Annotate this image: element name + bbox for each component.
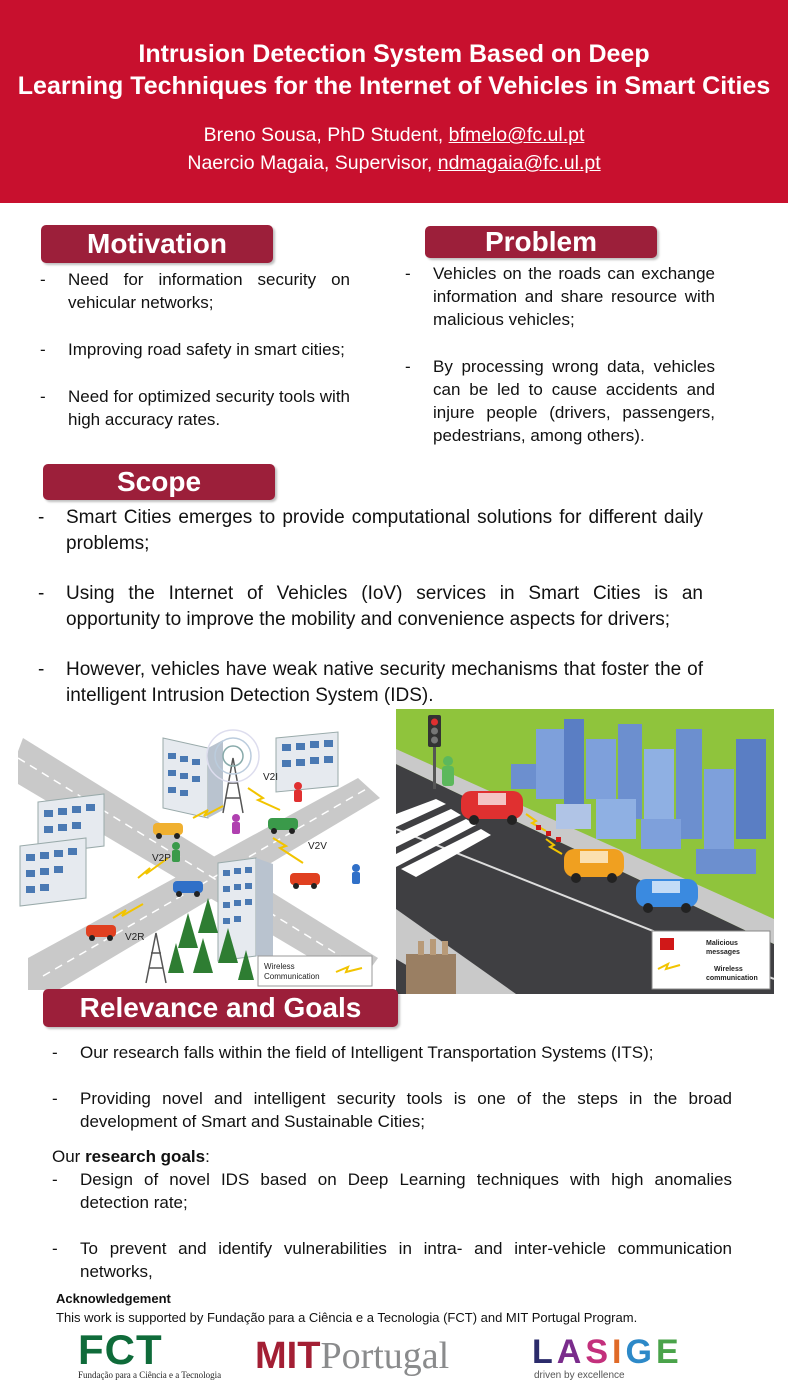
- motivation-list: [40, 268, 350, 455]
- list-item: - Improving road safety in smart cities;: [40, 340, 345, 359]
- list-item: - Need for optimized security tools with high accuracy rates.: [40, 387, 350, 429]
- legend-label-line1: Wireless: [264, 962, 295, 971]
- list-item: - Need for information security on vehicular networks;: [40, 270, 350, 312]
- scope-list: [38, 505, 703, 733]
- legend-malicious-line2: messages: [706, 949, 740, 956]
- malicious-swatch: [660, 938, 674, 950]
- figure-legend: [652, 931, 770, 989]
- fct-logo: FCT Fundação para a Ciência e a Tecnologia: [78, 1326, 222, 1380]
- list-item: - Our research falls within the field of Intelligent Transportation Systems (ITS);: [52, 1043, 654, 1062]
- scope-heading: Scope: [43, 464, 275, 500]
- author-2-email-link[interactable]: ndmagaia@fc.ul.pt: [437, 152, 601, 174]
- list-item: - By processing wrong data, vehicles can be led to cause accidents and injure people (drivers, passengers, pedestrians, among others).: [405, 357, 715, 445]
- author-1: [0, 121, 788, 149]
- pedestrian-icon: [232, 814, 240, 834]
- research-goals-label: Our research goals:: [52, 1147, 210, 1166]
- v2p-label: V2P: [152, 853, 171, 864]
- research-goals-list: [52, 1168, 732, 1306]
- legend-malicious-line1: Malicious: [706, 940, 738, 947]
- author-2-name: Naercio Magaia, Supervisor,: [187, 152, 438, 174]
- author-1-email-link[interactable]: bfmelo@fc.ul.pt: [448, 124, 585, 146]
- figure-legend: [258, 956, 372, 986]
- v2x-city-illustration: [18, 718, 390, 990]
- title-line-1: Intrusion Detection System Based on Deep: [138, 40, 650, 68]
- list-item: - To prevent and identify vulnerabilities in intra- and inter-vehicle communication networks,: [52, 1239, 732, 1281]
- poster-header: [0, 0, 788, 203]
- pedestrian-icon: [172, 842, 180, 862]
- list-item: - Vehicles on the roads can exchange information and share resource with malicious vehicles;: [405, 264, 715, 329]
- legend-wireless-line1: Wireless: [714, 966, 743, 973]
- v2v-label: V2V: [308, 841, 327, 852]
- problem-heading: Problem: [425, 226, 657, 258]
- v2r-label: V2R: [125, 932, 145, 943]
- author-1-name: Breno Sousa, PhD Student,: [203, 124, 449, 146]
- list-item: - However, vehicles have weak native security mechanisms that foster the of intelligent Intrusion Detection System (IDS).: [38, 659, 703, 706]
- pedestrian-icon: [294, 782, 302, 802]
- motivation-heading: Motivation: [41, 225, 273, 263]
- list-item: - Smart Cities emerges to provide computational solutions for different daily problems;: [38, 507, 703, 554]
- authors: [0, 121, 788, 177]
- list-item: - Providing novel and intelligent security tools is one of the steps in the broad development of Smart and Sustainable Cities;: [52, 1089, 732, 1131]
- list-item: - Design of novel IDS based on Deep Learning techniques with high anomalies detection rate;: [52, 1170, 732, 1212]
- legend-wireless-line2: communication: [706, 975, 758, 982]
- malicious-road-illustration: [396, 709, 774, 994]
- lasige-logo: LASIGE driven by excellence: [532, 1333, 683, 1381]
- relevance-heading: Relevance and Goals: [43, 989, 398, 1027]
- problem-list: [405, 262, 715, 471]
- building-icon: [20, 838, 86, 906]
- pedestrian-icon: [442, 756, 454, 786]
- list-item: - Using the Internet of Vehicles (IoV) services in Smart Cities is an opportunity to improve the mobility and convenience aspects for drivers;: [38, 583, 703, 630]
- legend-label-line2: Communication: [264, 972, 320, 981]
- acknowledgement-title: Acknowledgement: [56, 1291, 171, 1306]
- acknowledgement-text: This work is supported by Fundação para a Ciência e a Tecnologia (FCT) and MIT Portugal Program.: [56, 1310, 638, 1325]
- relevance-list: [52, 1041, 732, 1156]
- pedestrian-icon: [352, 864, 360, 884]
- author-2: [0, 149, 788, 177]
- building-icon: [276, 732, 338, 792]
- building-icon: [163, 738, 223, 818]
- poster-title: [0, 38, 788, 102]
- mit-portugal-logo: MITPortugal: [255, 1335, 450, 1377]
- title-line-2: Learning Techniques for the Internet of Vehicles in Smart Cities: [17, 72, 771, 100]
- v2i-label: V2I: [263, 772, 279, 783]
